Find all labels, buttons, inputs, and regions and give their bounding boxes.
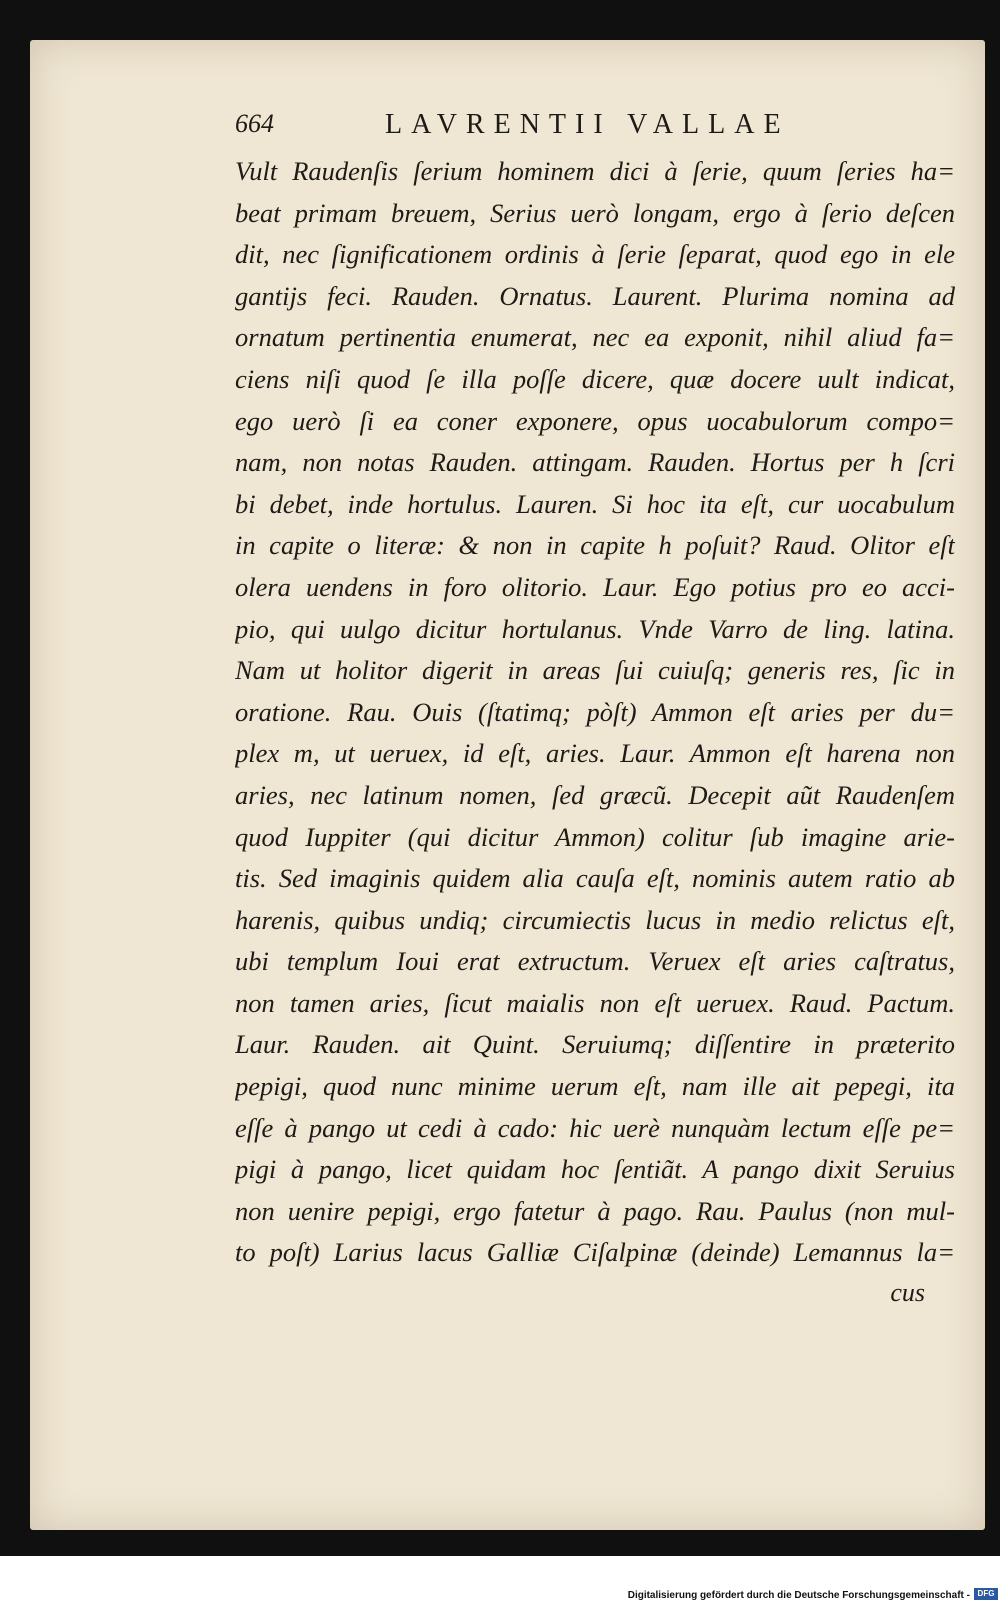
text-line: plex m, ut ueruex, id eſt, aries. Laur. Ammon eſt harena non [235,738,955,769]
page-content [235,105,955,1308]
text-line: non tamen aries, ſicut maialis non eſt ueruex. Raud. Pactum. [235,987,955,1018]
text-line: bi debet, inde hortulus. Lauren. Si hoc ita eſt, cur uocabulum [235,488,955,519]
text-line: to poſt) Larius lacus Galliæ Ciſalpinæ (deinde) Lemannus la= [235,1237,955,1268]
text-line: harenis, quibus undiq; circumiectis lucus in medio relictus eſt, [235,904,955,935]
text-line: ubi templum Ioui erat extructum. Veruex eſt aries caſtratus, [235,946,955,977]
text-block [235,151,955,1274]
running-title: LAVRENTII VALLAE [385,109,790,140]
text-line: Nam ut holitor digerit in areas ſui cuiuſq; generis res, ſic in [235,655,955,686]
text-line: quod Iuppiter (qui dicitur Ammon) colitur ſub imagine arie- [235,821,955,852]
text-line: non uenire pepigi, ergo fatetur à pago. Rau. Paulus (non mul- [235,1195,955,1226]
text-line: dit, nec ſignificationem ordinis à ſerie ſeparat, quod ego in ele [235,239,955,270]
text-line: pigi à pango, licet quidam hoc ſentiãt. A pango dixit Seruius [235,1154,955,1185]
text-line: Laur. Rauden. ait Quint. Seruiumq; diſſentire in præterito [235,1029,955,1060]
text-line: eſſe à pango ut cedi à cado: hic uerè nunquàm lectum eſſe pe= [235,1112,955,1143]
text-line: gantijs feci. Rauden. Ornatus. Laurent. Plurima nomina ad [235,280,955,311]
catchword: cus [890,1278,925,1308]
text-line: Vult Raudenſis ſerium hominem dici à ſerie, quum ſeries ha= [235,156,955,186]
text-line: aries, nec latinum nomen, ſed græcũ. Decepit aũt Raudenſem [235,779,955,810]
text-line: oratione. Rau. Ouis (ſtatimq; pòſt) Ammon eſt aries per du= [235,696,955,727]
text-line: ornatum pertinentia enumerat, nec ea exponit, nihil aliud fa= [235,322,955,353]
text-line: pepigi, quod nunc minime uerum eſt, nam ille ait pepegi, ita [235,1071,955,1102]
text-line: olera uendens in foro olitorio. Laur. Ego potius pro eo acci- [235,571,955,602]
text-line: beat primam breuem, Serius uerò longam, ergo à ſerio deſcen [235,197,955,228]
text-line: nam, non notas Rauden. attingam. Rauden. Hortus per h ſcri [235,447,955,478]
dfg-logo-icon: DFG [974,1588,998,1600]
page-number: 664 [235,109,274,138]
text-line: ciens niſi quod ſe illa poſſe dicere, quæ docere uult indicat, [235,363,955,394]
footer-bar [0,1556,1000,1602]
book-page [30,40,985,1530]
text-line: pio, qui uulgo dicitur hortulanus. Vnde Varro de ling. latina. [235,613,955,644]
funding-credit: Digitalisierung gefördert durch die Deutsche Forschungsgemeinschaft - [627,1590,970,1601]
text-line: in capite o literæ: & non in capite h poſuit? Raud. Olitor eſt [235,530,955,561]
text-line: ego uerò ſi ea coner exponere, opus uocabulorum compo= [235,405,955,436]
running-head [235,105,955,149]
text-line: tis. Sed imaginis quidem alia cauſa eſt, nominis autem ratio ab [235,863,955,894]
